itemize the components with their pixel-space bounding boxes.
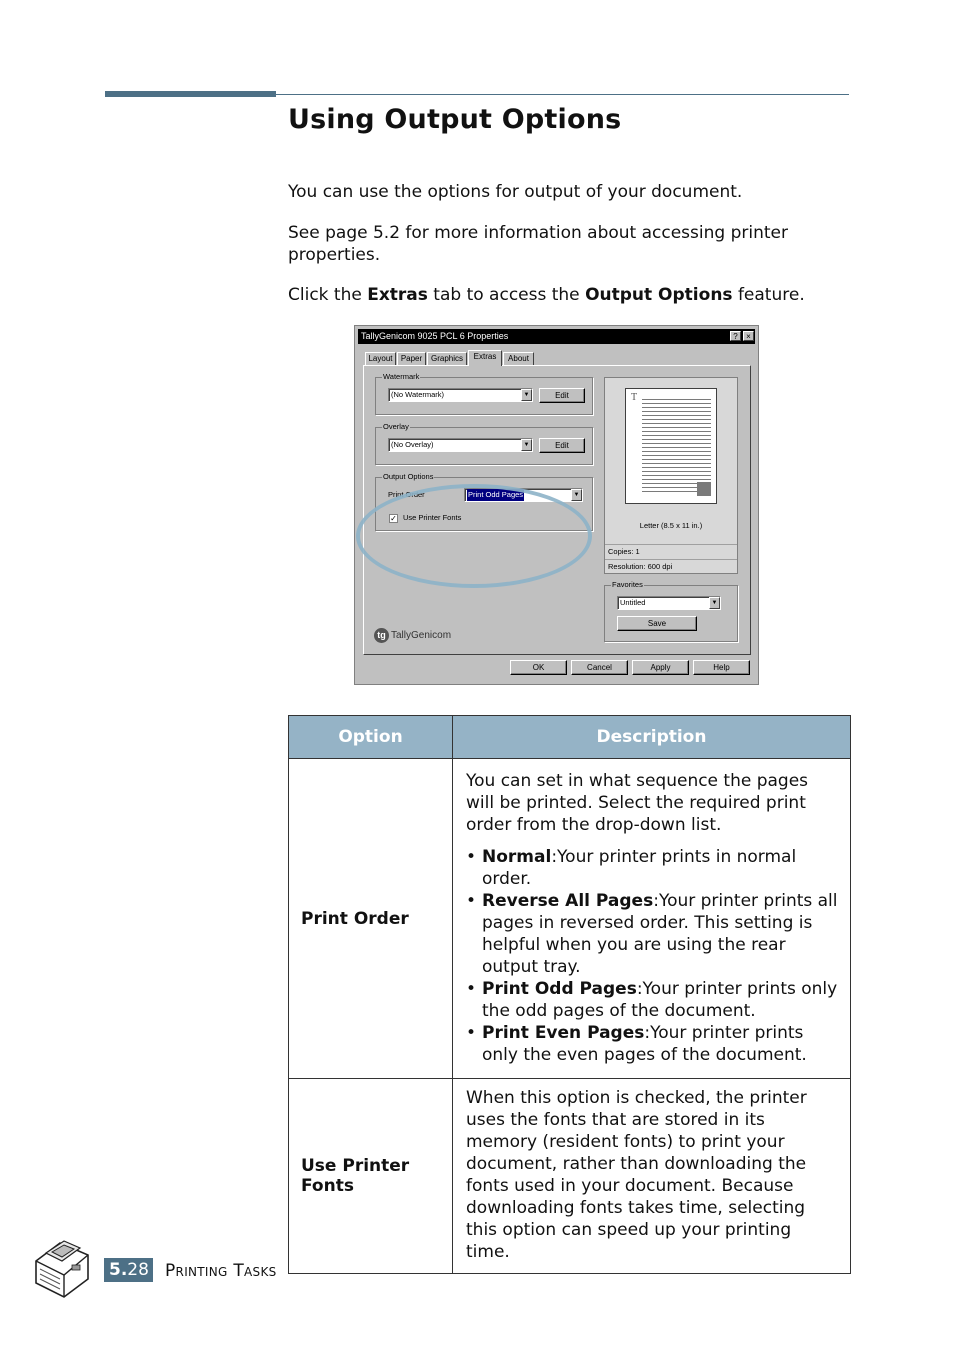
item-term: Normal	[482, 846, 552, 867]
click-text-mid: tab to access the	[427, 285, 586, 305]
click-text-post: feature.	[732, 285, 805, 305]
chevron-down-icon[interactable]: ▼	[521, 389, 532, 401]
header-rule-thick	[105, 91, 276, 97]
print-order-list	[466, 846, 838, 1066]
page-number-badge	[104, 1258, 153, 1282]
overlay-group	[375, 422, 593, 465]
logo-text: TallyGenicom	[391, 630, 452, 641]
logo-mark-icon: tg	[374, 628, 389, 643]
item-text: :Your printer prints only the even pages of the document.	[482, 1022, 807, 1065]
watermark-label: Watermark	[383, 372, 420, 381]
page-title: Using Output Options	[288, 104, 622, 135]
overlay-select[interactable]	[388, 438, 533, 452]
favorites-value: Untitled	[620, 598, 646, 607]
cancel-button[interactable]: Cancel	[571, 660, 628, 675]
header-option: Option	[289, 716, 453, 759]
favorites-save-button[interactable]: Save	[617, 616, 697, 631]
use-printer-fonts-desc: When this option is checked, the printer uses the fonts that are stored in its memory (resident fonts) to print your document, rather than downloading the fonts used in your document. Because downloading fonts takes time, selecting this option can speed up your printing time.	[466, 1088, 807, 1262]
table-row	[289, 1079, 851, 1274]
output-options-label: Output Options	[383, 472, 434, 481]
overlay-edit-button[interactable]: Edit	[539, 438, 585, 453]
options-table	[288, 715, 851, 1274]
page-preview	[604, 377, 738, 574]
header-description: Description	[453, 716, 851, 759]
click-text-tab: Extras	[367, 285, 428, 305]
preview-resolution: Resolution: 600 dpi	[605, 559, 737, 573]
overlay-label: Overlay	[383, 422, 409, 431]
print-order-label: Print Order	[388, 490, 425, 499]
option-use-printer-fonts: Use Printer Fonts	[289, 1079, 453, 1274]
page-number: 28	[127, 1260, 149, 1280]
description-print-order	[453, 759, 851, 1079]
favorites-select[interactable]	[617, 596, 721, 610]
item-text: :Your printer prints in normal order.	[482, 846, 797, 889]
preview-paper-size: Letter (8.5 x 11 in.)	[639, 521, 703, 530]
intro-paragraph-1: You can use the options for output of your document.	[288, 182, 743, 202]
extras-panel	[363, 365, 751, 655]
close-icon[interactable]: ×	[743, 331, 754, 341]
list-item	[466, 846, 838, 890]
favorites-label: Favorites	[612, 580, 643, 589]
printer-properties-dialog	[354, 325, 759, 685]
watermark-value: (No Watermark)	[391, 390, 445, 399]
print-order-intro: You can set in what sequence the pages will be printed. Select the required print order from the drop-down list.	[466, 770, 809, 835]
tab-paper[interactable]: Paper	[397, 352, 426, 365]
table-header-row	[289, 716, 851, 759]
use-printer-fonts-checkbox[interactable]: ✓	[390, 514, 397, 523]
list-item	[466, 890, 838, 978]
highlight-ring	[356, 484, 592, 588]
item-text: :Your printer prints all pages in reversed order. This setting is helpful when you are using the rear output tray.	[482, 890, 838, 977]
favorites-group	[604, 580, 738, 642]
chapter-number: 5.	[109, 1260, 128, 1280]
preview-glyph: T	[631, 392, 638, 403]
tab-layout[interactable]: Layout	[365, 352, 396, 365]
overlay-value: (No Overlay)	[391, 440, 434, 449]
chevron-down-icon[interactable]: ▼	[709, 597, 720, 609]
description-use-printer-fonts	[453, 1079, 851, 1274]
watermark-group	[375, 372, 593, 415]
apply-button[interactable]: Apply	[632, 660, 689, 675]
tallygenicom-logo	[374, 628, 451, 643]
click-text-pre: Click the	[288, 285, 368, 305]
preview-copies: Copies: 1	[605, 544, 737, 558]
click-instruction	[288, 284, 848, 306]
help-button[interactable]: Help	[693, 660, 750, 675]
item-term: Reverse All Pages	[482, 890, 654, 911]
intro-paragraph-2: See page 5.2 for more information about accessing printer properties.	[288, 223, 788, 265]
item-text: :Your printer prints only the odd pages of the document.	[482, 978, 838, 1021]
chevron-down-icon[interactable]: ▼	[571, 489, 582, 501]
option-print-order: Print Order	[289, 759, 453, 1079]
preview-corner	[697, 482, 711, 496]
watermark-select[interactable]	[388, 388, 533, 402]
dialog-title: TallyGenicom 9025 PCL 6 Properties	[361, 331, 509, 341]
table-row	[289, 759, 851, 1079]
help-icon[interactable]: ?	[730, 331, 741, 341]
tab-about[interactable]: About	[503, 352, 534, 365]
item-term: Print Odd Pages	[482, 978, 637, 999]
list-item	[466, 1022, 838, 1066]
printer-icon	[30, 1235, 94, 1301]
section-name: Printing Tasks	[165, 1261, 277, 1281]
preview-page-icon	[625, 388, 717, 504]
chevron-down-icon[interactable]: ▼	[521, 439, 532, 451]
header-rule-thin	[276, 94, 849, 95]
watermark-edit-button[interactable]: Edit	[539, 388, 585, 403]
dialog-title-bar	[358, 329, 755, 344]
print-order-value: Print Odd Pages	[468, 490, 524, 499]
list-item	[466, 978, 838, 1022]
tab-graphics[interactable]: Graphics	[427, 352, 467, 365]
preview-lines	[642, 396, 711, 494]
tab-extras[interactable]: Extras	[468, 350, 502, 366]
ok-button[interactable]: OK	[510, 660, 567, 675]
click-text-feature: Output Options	[585, 285, 733, 305]
item-term: Print Even Pages	[482, 1022, 645, 1043]
use-printer-fonts-label: Use Printer Fonts	[403, 513, 462, 522]
